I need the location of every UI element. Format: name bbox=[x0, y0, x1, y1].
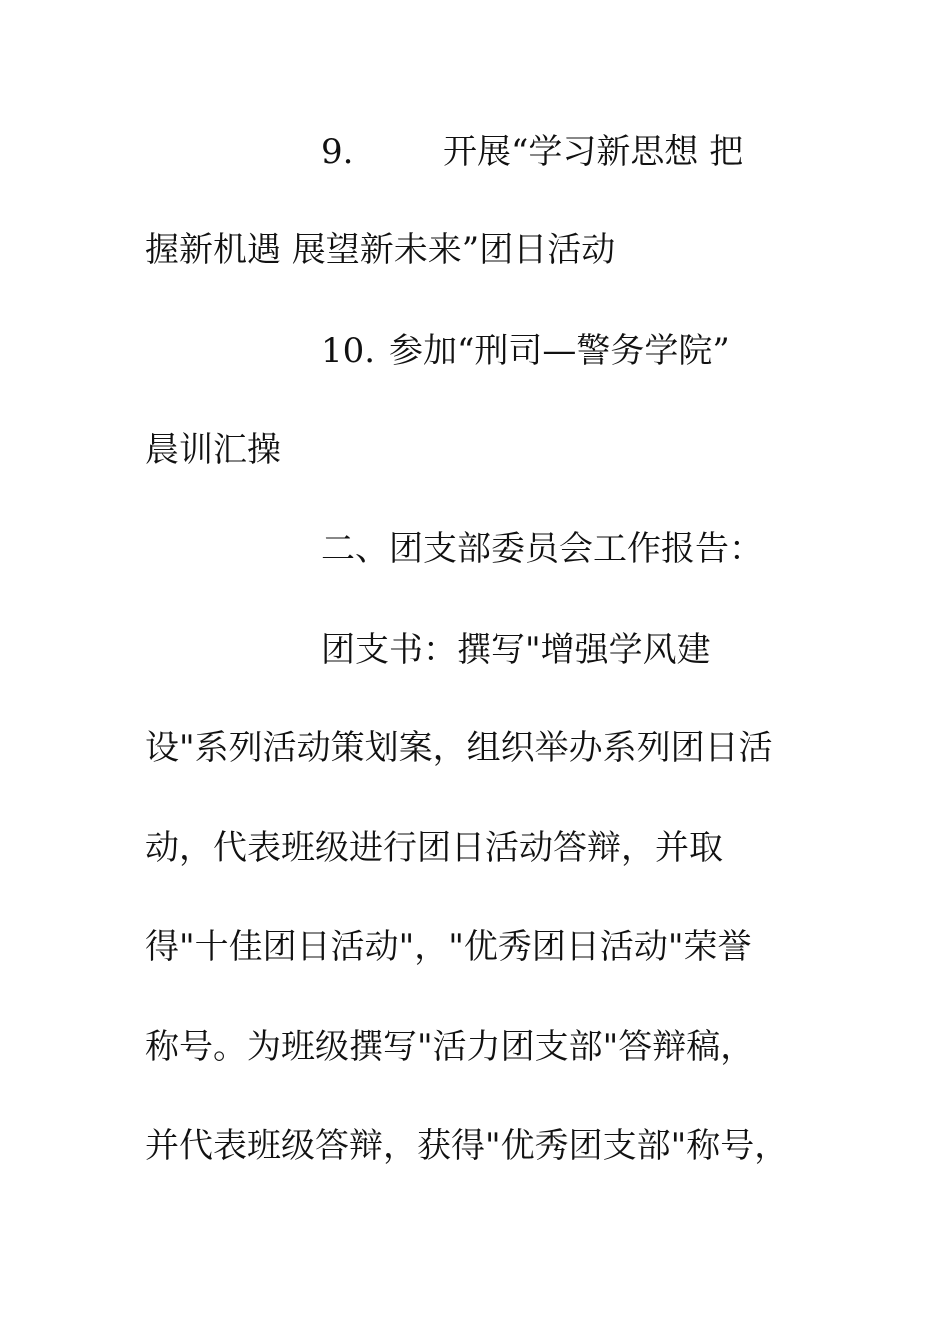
item-10-text: 参加“刑司—警务学院” bbox=[389, 331, 730, 371]
item-10-line-1 bbox=[321, 321, 730, 381]
item-10-number: 10. bbox=[321, 331, 376, 371]
section-2-heading: 二、团支部委员会工作报告： bbox=[321, 529, 763, 569]
secretary-paragraph-line-1: 团支书：撰写"增强学风建 bbox=[321, 630, 711, 670]
item-9-text: 开展“学习新思想 把 bbox=[443, 132, 744, 172]
secretary-paragraph-line-6: 并代表班级答辩，获得"优秀团支部"称号， bbox=[145, 1126, 789, 1166]
item-9-number: 9. bbox=[321, 132, 354, 172]
item-9-line-2: 握新机遇 展望新未来”团日活动 bbox=[145, 230, 616, 270]
secretary-paragraph-line-5: 称号。为班级撰写"活力团支部"答辩稿， bbox=[145, 1027, 755, 1067]
secretary-paragraph-line-4: 得"十佳团日活动"，"优秀团日活动"荣誉 bbox=[145, 927, 752, 967]
secretary-paragraph-line-3: 动，代表班级进行团日活动答辩，并取 bbox=[145, 828, 723, 868]
item-10-line-2: 晨训汇操 bbox=[145, 430, 281, 470]
secretary-paragraph-line-2: 设"系列活动策划案，组织举办系列团日活 bbox=[145, 728, 773, 768]
item-9-line-1 bbox=[321, 122, 743, 182]
